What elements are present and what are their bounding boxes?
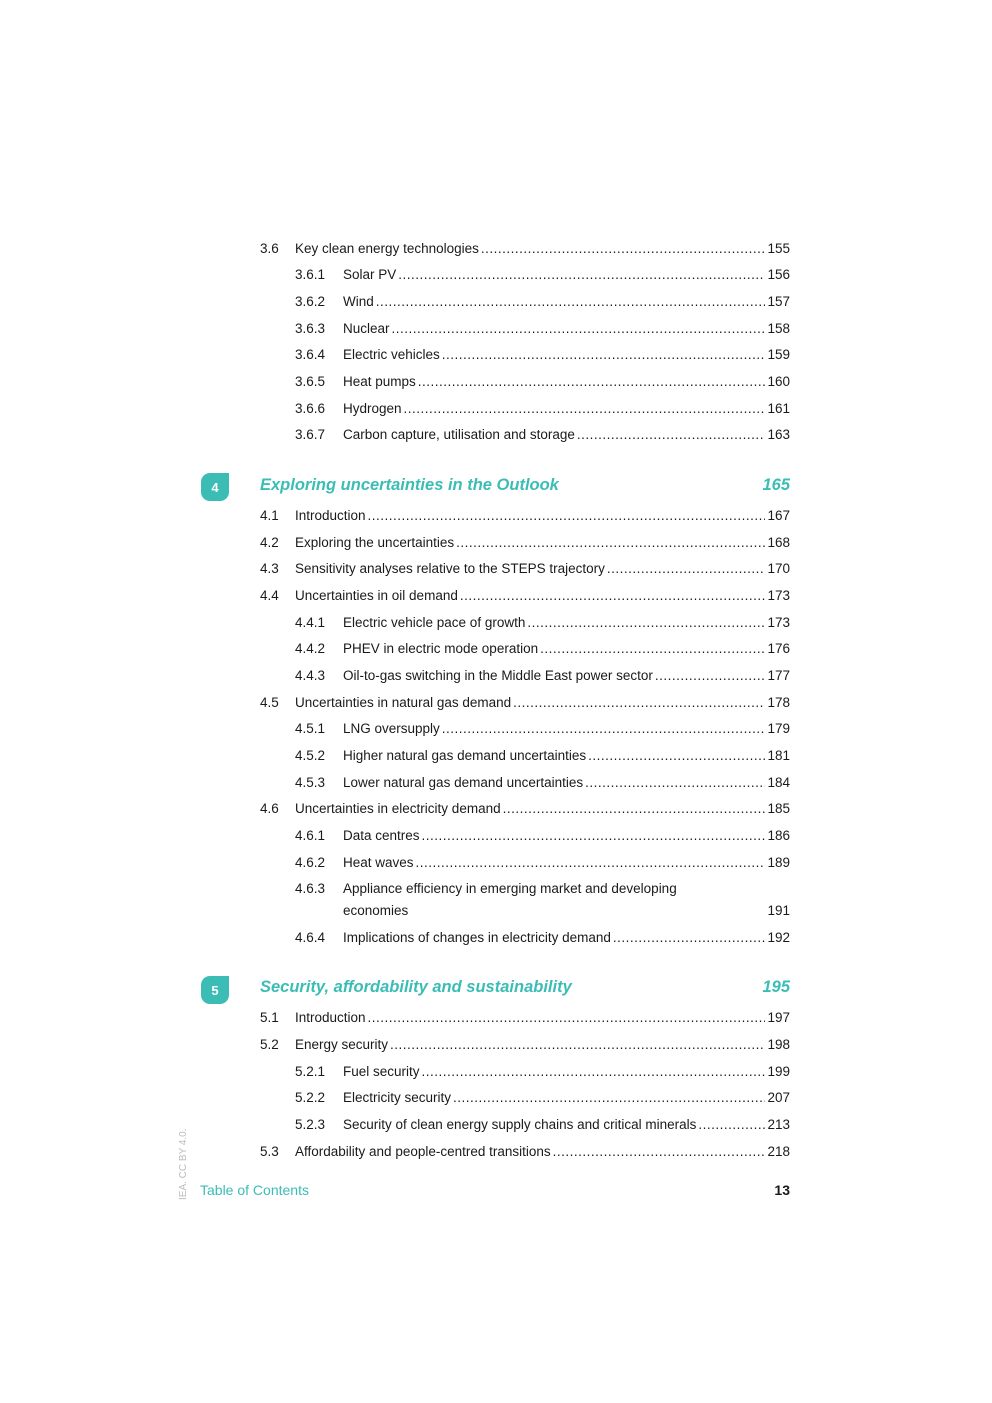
- section-number: 3.6.5: [295, 374, 326, 389]
- section-title: Solar PV: [343, 267, 397, 282]
- section-title: Uncertainties in natural gas demand: [295, 695, 512, 710]
- toc-entry-4-6-2[interactable]: [295, 854, 790, 872]
- section-number: 4.6.3: [295, 881, 326, 896]
- section-number: 4.3: [260, 561, 279, 576]
- dot-leader: [442, 346, 766, 364]
- toc-entry-4-4-1[interactable]: [295, 614, 790, 632]
- section-number: 4.4.3: [295, 668, 326, 683]
- dot-leader: [453, 1089, 765, 1107]
- toc-entry-3-6-6[interactable]: [295, 400, 790, 418]
- section-title-line2: economies: [343, 903, 409, 918]
- dot-leader: [398, 266, 765, 284]
- section-number: 4.1: [260, 508, 279, 523]
- toc-entry-5-2[interactable]: [260, 1036, 790, 1054]
- section-title: Uncertainties in electricity demand: [295, 801, 501, 816]
- toc-entry-5-2-1[interactable]: [295, 1063, 790, 1081]
- toc-entry-3-6-7[interactable]: [295, 426, 790, 444]
- page-number: 179: [767, 721, 790, 736]
- page-number: 198: [767, 1037, 790, 1052]
- page-number: 159: [767, 347, 790, 362]
- section-title: Heat waves: [343, 855, 414, 870]
- section-title: PHEV in electric mode operation: [343, 641, 539, 656]
- dot-leader: [456, 534, 765, 552]
- dot-leader: [588, 747, 765, 765]
- page-number: 185: [767, 801, 790, 816]
- dot-leader: [503, 800, 766, 818]
- page-number: 163: [767, 427, 790, 442]
- footer-page-number: 13: [774, 1182, 790, 1198]
- dot-leader: [553, 1143, 766, 1161]
- page-number: 155: [767, 241, 790, 256]
- dot-leader: [416, 854, 766, 872]
- dot-leader: [368, 507, 766, 525]
- section-title: Wind: [343, 294, 374, 309]
- page-number: 161: [767, 401, 790, 416]
- section-number: 5.2.2: [295, 1090, 326, 1105]
- chapter-title: Exploring uncertainties in the Outlook: [260, 476, 559, 494]
- page-number: 177: [767, 668, 790, 683]
- chapter-number-badge: 5: [201, 976, 229, 1004]
- section-number: 3.6.6: [295, 401, 326, 416]
- toc-entry-5-3[interactable]: [260, 1143, 790, 1161]
- toc-entry-4-1[interactable]: [260, 507, 790, 525]
- chapter-number-badge: 4: [201, 473, 229, 501]
- toc-entry-3-6-1[interactable]: [295, 266, 790, 284]
- toc-entry-3-6[interactable]: [260, 240, 790, 258]
- section-number: 4.4.2: [295, 641, 326, 656]
- toc-entry-4-6-4[interactable]: [295, 929, 790, 947]
- section-number: 4.5.2: [295, 748, 326, 763]
- section-number: 4.5.1: [295, 721, 326, 736]
- toc-entry-4-4[interactable]: [260, 587, 790, 605]
- section-title: Electric vehicle pace of growth: [343, 615, 526, 630]
- dot-leader: [613, 929, 766, 947]
- dot-leader: [513, 694, 765, 712]
- section-title: Key clean energy technologies: [295, 241, 479, 256]
- dot-leader: [368, 1009, 766, 1027]
- page-number: 160: [767, 374, 790, 389]
- section-title: Introduction: [295, 508, 366, 523]
- section-title: Sensitivity analyses relative to the STEPS trajectory: [295, 561, 605, 576]
- section-number: 4.6.1: [295, 828, 326, 843]
- section-number: 4.6.2: [295, 855, 326, 870]
- page-number: 178: [767, 695, 790, 710]
- toc-entry-5-2-3[interactable]: [295, 1116, 790, 1134]
- toc-entry-4-5-1[interactable]: [295, 720, 790, 738]
- section-number: 4.5.3: [295, 775, 326, 790]
- dot-leader: [392, 320, 766, 338]
- dot-leader: [422, 1063, 766, 1081]
- dot-leader: [698, 1116, 765, 1134]
- toc-entry-4-5-2[interactable]: [295, 747, 790, 765]
- toc-entry-4-3[interactable]: [260, 560, 790, 578]
- page-number: 181: [767, 748, 790, 763]
- dot-leader: [418, 373, 766, 391]
- dot-leader: [655, 667, 766, 685]
- section-title: Oil-to-gas switching in the Middle East power sector: [343, 668, 653, 683]
- toc-entry-3-6-2[interactable]: [295, 293, 790, 311]
- toc-entry-3-6-4[interactable]: [295, 346, 790, 364]
- section-title: LNG oversupply: [343, 721, 440, 736]
- section-number: 5.2.3: [295, 1117, 326, 1132]
- dot-leader: [527, 614, 765, 632]
- page-number: 170: [767, 561, 790, 576]
- chapter-title: Security, affordability and sustainability: [260, 978, 572, 996]
- section-number: 5.2.1: [295, 1064, 326, 1079]
- dot-leader: [540, 640, 765, 658]
- toc-entry-4-6[interactable]: [260, 800, 790, 818]
- chapter-page: 195: [762, 978, 790, 996]
- section-title: Carbon capture, utilisation and storage: [343, 427, 575, 442]
- section-title: Introduction: [295, 1010, 366, 1025]
- toc-entry-4-2[interactable]: [260, 534, 790, 552]
- section-number: 4.5: [260, 695, 279, 710]
- section-title: Security of clean energy supply chains and critical minerals: [343, 1117, 697, 1132]
- page-number: 184: [767, 775, 790, 790]
- section-number: 3.6.4: [295, 347, 326, 362]
- dot-leader: [607, 560, 766, 578]
- dot-leader: [442, 720, 766, 738]
- section-number: 3.6.7: [295, 427, 326, 442]
- dot-leader: [422, 827, 766, 845]
- dot-leader: [376, 293, 766, 311]
- section-title: Lower natural gas demand uncertainties: [343, 775, 584, 790]
- page-number: 173: [767, 615, 790, 630]
- page-number: 157: [767, 294, 790, 309]
- page-number: 213: [767, 1117, 790, 1132]
- page-number: 197: [767, 1010, 790, 1025]
- section-title: Heat pumps: [343, 374, 416, 389]
- section-number: 4.6.4: [295, 930, 326, 945]
- toc-entry-4-5-3[interactable]: [295, 774, 790, 792]
- toc-entry-3-6-3[interactable]: [295, 320, 790, 338]
- section-number: 4.6: [260, 801, 279, 816]
- section-title-line1: Appliance efficiency in emerging market and developing: [343, 881, 677, 896]
- toc-entry-5-1[interactable]: [260, 1009, 790, 1027]
- section-number: 5.3: [260, 1144, 279, 1159]
- footer-label[interactable]: Table of Contents: [200, 1182, 309, 1198]
- license-notice: IEA. CC BY 4.0.: [178, 1128, 189, 1200]
- toc-entry-5-2-2[interactable]: [295, 1089, 790, 1107]
- section-number: 3.6.3: [295, 321, 326, 336]
- section-title: Electricity security: [343, 1090, 452, 1105]
- dot-leader: [390, 1036, 765, 1054]
- page-number: 176: [767, 641, 790, 656]
- section-number: 4.2: [260, 535, 279, 550]
- page-number: 156: [767, 267, 790, 282]
- dot-leader: [577, 426, 766, 444]
- section-number: 4.4.1: [295, 615, 326, 630]
- dot-leader: [460, 587, 766, 605]
- page-number: 173: [767, 588, 790, 603]
- toc-entry-4-6-1[interactable]: [295, 827, 790, 845]
- section-number: 3.6.2: [295, 294, 326, 309]
- section-number: 5.2: [260, 1037, 279, 1052]
- chapter-heading-5[interactable]: [260, 978, 790, 997]
- dot-leader: [481, 240, 766, 258]
- page-number: 192: [767, 930, 790, 945]
- section-title: Data centres: [343, 828, 420, 843]
- dot-leader: [404, 400, 766, 418]
- section-number: 4.4: [260, 588, 279, 603]
- page-number: 186: [767, 828, 790, 843]
- section-title: Hydrogen: [343, 401, 402, 416]
- toc-entry-3-6-5[interactable]: [295, 373, 790, 391]
- toc-entry-4-4-3[interactable]: [295, 667, 790, 685]
- section-title: Exploring the uncertainties: [295, 535, 455, 550]
- toc-entry-4-4-2[interactable]: [295, 640, 790, 658]
- section-title: Fuel security: [343, 1064, 420, 1079]
- section-title: Uncertainties in oil demand: [295, 588, 458, 603]
- page-number: 158: [767, 321, 790, 336]
- page-number: 167: [767, 508, 790, 523]
- page-number: 189: [767, 855, 790, 870]
- section-title: Higher natural gas demand uncertainties: [343, 748, 587, 763]
- page-number: 168: [767, 535, 790, 550]
- section-title: Affordability and people-centred transitions: [295, 1144, 551, 1159]
- section-title: Energy security: [295, 1037, 389, 1052]
- toc-entry-4-5[interactable]: [260, 694, 790, 712]
- page-number: 199: [767, 1064, 790, 1079]
- section-number: 3.6: [260, 241, 279, 256]
- page-number: 218: [767, 1144, 790, 1159]
- page-number: 191: [767, 903, 790, 918]
- chapter-heading-4[interactable]: [260, 476, 790, 495]
- section-title: Electric vehicles: [343, 347, 440, 362]
- section-number: 5.1: [260, 1010, 279, 1025]
- chapter-page: 165: [762, 476, 790, 494]
- section-title: Nuclear: [343, 321, 390, 336]
- page-number: 207: [767, 1090, 790, 1105]
- section-title-line2-row: [343, 902, 790, 920]
- dot-leader: [585, 774, 765, 792]
- section-number: 3.6.1: [295, 267, 326, 282]
- section-title: Implications of changes in electricity demand: [343, 930, 611, 945]
